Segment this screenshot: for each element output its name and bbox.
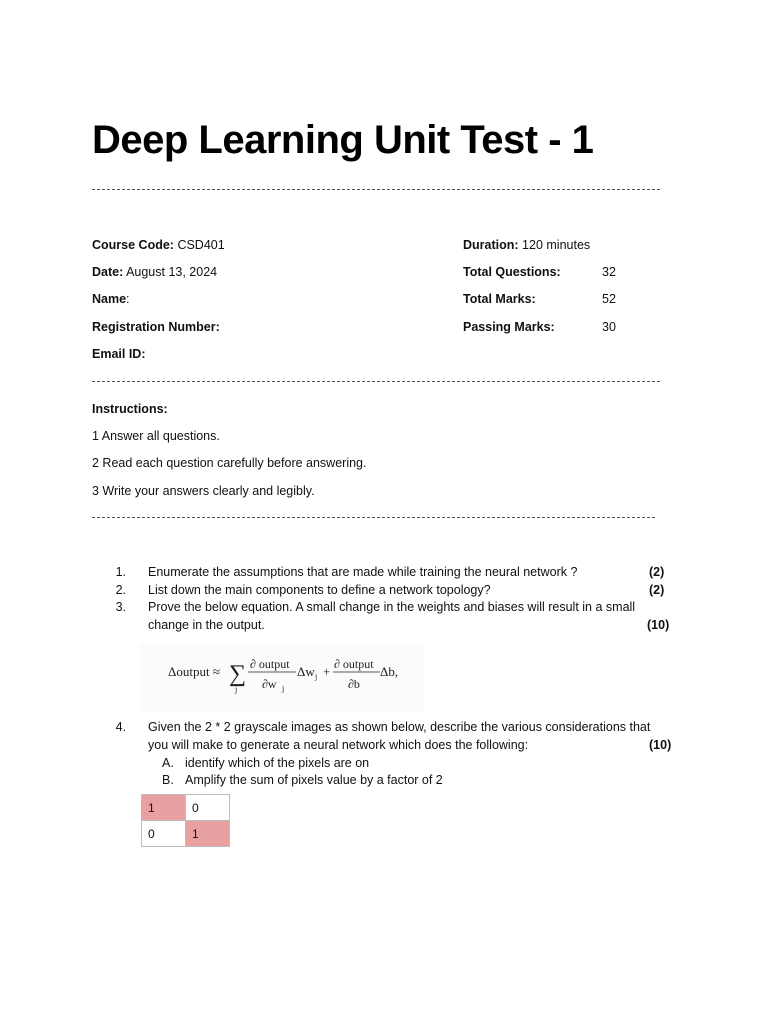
registration-label: Registration Number: [92, 320, 220, 334]
question-text: Prove the below equation. A small change in the weights and biases will result in a small [148, 600, 636, 614]
divider [92, 189, 660, 190]
delta-w-sub: j [315, 672, 318, 681]
equation-image [140, 643, 424, 711]
total-marks-value: 52 [602, 292, 616, 306]
fraction-denominator-sub: j [282, 684, 285, 693]
pixel-row [142, 821, 230, 847]
instruction-item: 3 Write your answers clearly and legibly. [92, 484, 315, 498]
question-text: Given the 2 * 2 grayscale images as shown below, describe the various considerations that [148, 720, 651, 734]
course-code-value: CSD401 [177, 238, 225, 252]
total-questions-value: 32 [602, 265, 616, 279]
equation-lhs: Δoutput ≈ [168, 664, 220, 679]
course-code-field [92, 237, 225, 253]
question-4 [102, 719, 682, 791]
email-label: Email ID: [92, 347, 146, 361]
email-field [92, 346, 146, 362]
divider [92, 381, 660, 382]
subitem-letter: B. [162, 773, 174, 787]
delta-b: Δb, [380, 664, 399, 679]
instructions-heading: Instructions: [92, 402, 168, 416]
plus-sign: + [323, 664, 331, 679]
page-title: Deep Learning Unit Test - 1 [92, 118, 594, 162]
name-colon: : [126, 292, 130, 306]
course-code-label: Course Code: [92, 238, 174, 252]
question-number: 4. [115, 720, 126, 734]
date-value: August 13, 2024 [126, 265, 218, 279]
name-label: Name [92, 292, 127, 306]
question-1 [102, 564, 682, 582]
pixel-cell: 1 [142, 795, 186, 821]
pixel-row [142, 795, 230, 821]
total-marks-label: Total Marks: [463, 292, 536, 306]
question-text-cont: you will make to generate a neural network which does the following: [148, 738, 529, 752]
fraction-denominator: ∂b [348, 677, 360, 691]
subitem-text: Amplify the sum of pixels value by a factor of 2 [185, 773, 443, 787]
duration-label: Duration: [463, 238, 519, 252]
passing-marks-value: 30 [602, 320, 616, 334]
question-marks: (2) [649, 565, 665, 579]
question-2 [102, 582, 682, 600]
question-marks: (2) [649, 583, 665, 597]
question-number: 3. [115, 600, 126, 614]
pixel-cell: 0 [142, 821, 186, 847]
pixel-grid [141, 794, 230, 847]
pixel-cell: 0 [186, 795, 230, 821]
equation [140, 643, 424, 711]
sum-index: j [235, 685, 238, 694]
duration-field [463, 237, 590, 253]
date-field [92, 264, 217, 280]
registration-field [92, 319, 220, 335]
fraction-numerator: ∂ output [334, 657, 374, 671]
date-label: Date: [92, 265, 124, 279]
question-marks: (10) [649, 738, 672, 752]
name-field [92, 291, 130, 307]
question-text: List down the main components to define a network topology? [148, 583, 491, 597]
question-marks: (10) [647, 618, 670, 632]
subitem-letter: A. [162, 756, 174, 770]
instruction-item: 2 Read each question carefully before answering. [92, 456, 367, 470]
subitem-text: identify which of the pixels are on [185, 756, 370, 770]
instruction-item: 1 Answer all questions. [92, 429, 220, 443]
total-questions-label: Total Questions: [463, 265, 561, 279]
sum-symbol: ∑ [229, 661, 247, 687]
question-number: 1. [115, 565, 126, 579]
question-text-cont: change in the output. [148, 618, 265, 632]
pixel-cell: 1 [186, 821, 230, 847]
question-3 [102, 599, 682, 635]
question-number: 2. [115, 583, 126, 597]
fraction-denominator: ∂w [262, 677, 277, 691]
question-text: Enumerate the assumptions that are made while training the neural network ? [148, 565, 578, 579]
passing-marks-label: Passing Marks: [463, 320, 555, 334]
delta-w: Δw [297, 664, 315, 679]
duration-value: 120 minutes [522, 238, 591, 252]
fraction-numerator: ∂ output [250, 657, 290, 671]
divider [92, 517, 655, 518]
